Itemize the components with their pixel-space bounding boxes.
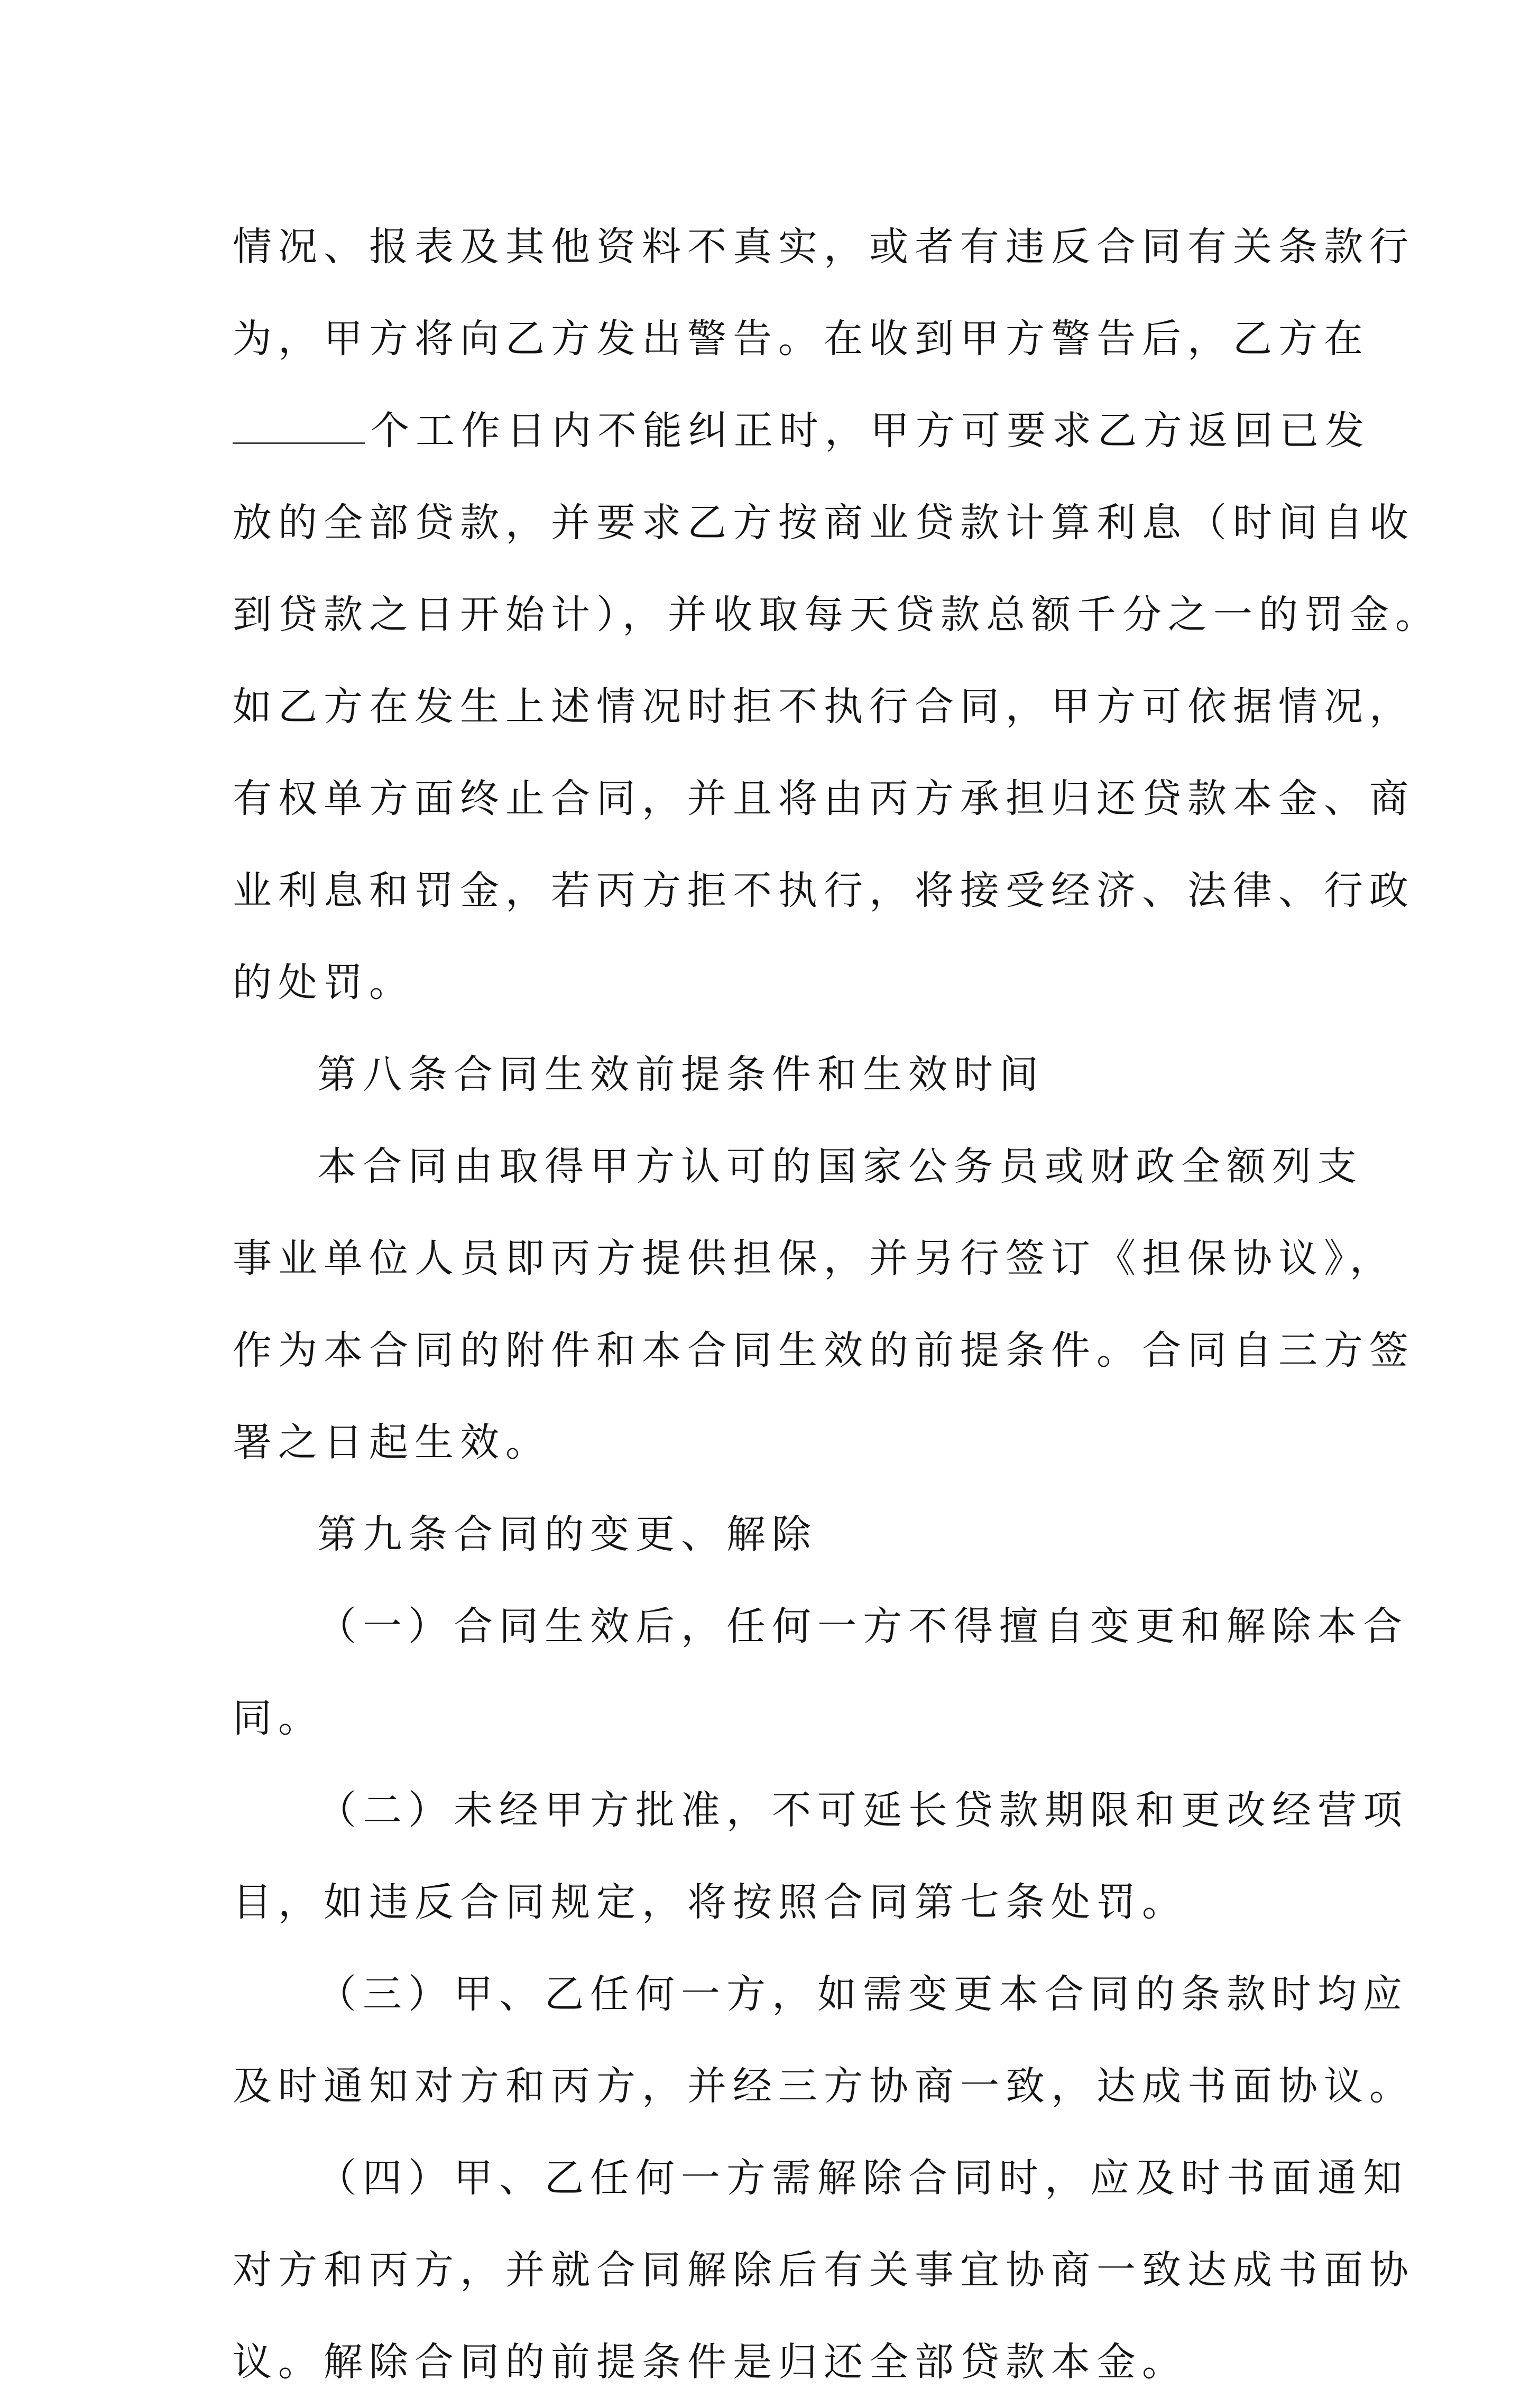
paragraph-line: 为，甲方将向乙方发出警告。在收到甲方警告后，乙方在	[233, 316, 1369, 362]
paragraph-line-text: 个工作日内不能纠正时，甲方可要求乙方返回已发	[370, 408, 1370, 453]
paragraph-line: 署之日起生效。	[233, 1420, 551, 1465]
paragraph-line: 对方和丙方，并就合同解除后有关事宜协商一致达成书面协	[233, 2247, 1415, 2293]
paragraph-line: 同。	[233, 1696, 324, 1741]
paragraph-line-with-blank	[233, 385, 1370, 477]
article-9-heading: 第九条合同的变更、解除	[317, 1512, 817, 1557]
paragraph-line: 到贷款之日开始计），并收取每天贷款总额千分之一的罚金。	[233, 592, 1441, 637]
fill-in-blank	[233, 411, 365, 444]
paragraph-line: （三）甲、乙任何一方，如需变更本合同的条款时均应	[317, 1971, 1408, 2017]
paragraph-line: 放的全部贷款，并要求乙方按商业贷款计算利息（时间自收	[233, 500, 1415, 545]
article-8-heading: 第八条合同生效前提条件和生效时间	[317, 1052, 1045, 1097]
paragraph-line: （四）甲、乙任何一方需解除合同时，应及时书面通知	[317, 2155, 1408, 2201]
contract-text	[233, 201, 1441, 2408]
paragraph-line: 议。解除合同的前提条件是归还全部贷款本金。	[233, 2339, 1187, 2385]
paragraph-line: 如乙方在发生上述情况时拒不执行合同，甲方可依据情况，	[233, 684, 1415, 729]
paragraph-line: 情况、报表及其他资料不真实，或者有违反合同有关条款行	[233, 224, 1415, 270]
paragraph-line: 本合同由取得甲方认可的国家公务员或财政全额列支	[317, 1144, 1363, 1189]
paragraph-line: （二）未经甲方批准，不可延长贷款期限和更改经营项	[317, 1788, 1408, 1833]
paragraph-line: （一）合同生效后，任何一方不得擅自变更和解除本合	[317, 1604, 1408, 1649]
paragraph-line: 及时通知对方和丙方，并经三方协商一致，达成书面协议。	[233, 2063, 1415, 2109]
paragraph-line: 的处罚。	[233, 960, 414, 1005]
paragraph-line: 有权单方面终止合同，并且将由丙方承担归还贷款本金、商	[233, 776, 1415, 821]
paragraph-line: 业利息和罚金，若丙方拒不执行，将接受经济、法律、行政	[233, 868, 1415, 913]
paragraph-line: 目，如违反合同规定，将按照合同第七条处罚。	[233, 1879, 1187, 1925]
paragraph-line: 事业单位人员即丙方提供担保，并另行签订《担保协议》，	[233, 1236, 1395, 1281]
paragraph-line: 作为本合同的附件和本合同生效的前提条件。合同自三方签	[233, 1328, 1415, 1373]
